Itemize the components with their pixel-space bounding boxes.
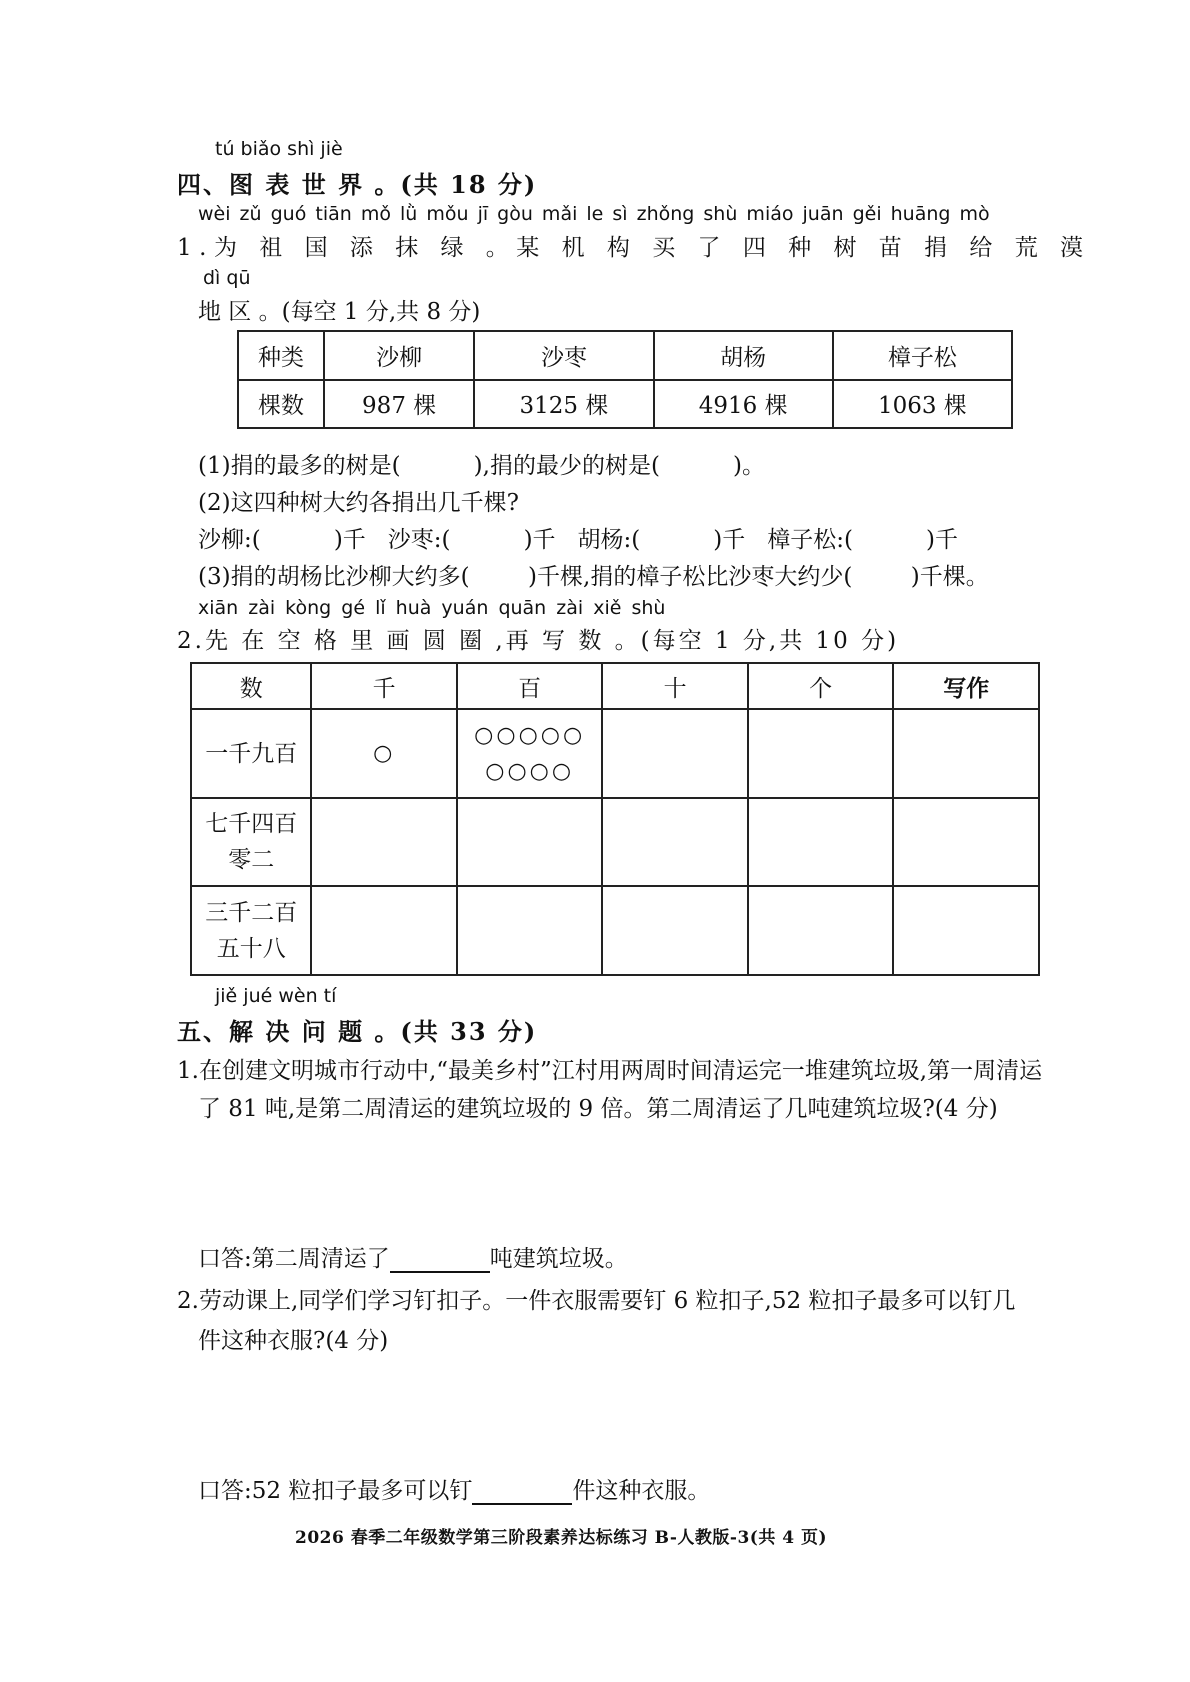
q2-pinyin: xiān zài kòng gé lǐ huà yuán quān zài xiě shù	[198, 597, 666, 619]
table-header: 个	[748, 663, 894, 709]
hundreds-cell[interactable]	[457, 709, 603, 798]
circles-line: ○○○○	[485, 758, 575, 784]
row-label-text: 一千九百	[205, 740, 298, 767]
section5-pinyin: jiě jué wèn tí	[215, 985, 337, 1007]
written-number-cell[interactable]	[893, 886, 1039, 975]
q1-line-2: 地 区 。(每空 1 分,共 8 分)	[198, 299, 481, 325]
tens-cell[interactable]	[602, 798, 748, 887]
section4-title: 四、图 表 世 界 。(共 18 分)	[177, 170, 538, 199]
ones-cell[interactable]	[748, 709, 894, 798]
table-cell: 棵数	[238, 380, 324, 429]
answer-blank[interactable]	[390, 1249, 490, 1273]
table-header: 数	[191, 663, 311, 709]
table-cell: 3125 棵	[474, 380, 653, 429]
row-label-text: 零二	[228, 847, 275, 874]
problem2-line-2: 件这种衣服?(4 分)	[198, 1328, 389, 1354]
row-label-text: 五十八	[216, 935, 286, 962]
ones-cell[interactable]	[748, 798, 894, 887]
table-header: 千	[311, 663, 457, 709]
section5-title: 五、解 决 问 题 。(共 33 分)	[177, 1017, 538, 1046]
q1-pinyin-1: wèi zǔ guó tiān mǒ lǜ mǒu jī gòu mǎi le sì zhǒng shù miáo juān gěi huāng mò	[198, 203, 990, 225]
table-cell: 1063 棵	[833, 380, 1012, 429]
table-cell: 种类	[238, 331, 324, 380]
table-cell: 沙柳	[324, 331, 474, 380]
row-label-text: 七千四百	[205, 811, 298, 838]
problem1-line-1: 1.在创建文明城市行动中,“最美乡村”江村用两周时间清运完一堆建筑垃圾,第一周清运	[177, 1058, 1043, 1084]
tens-cell[interactable]	[602, 709, 748, 798]
written-number-cell[interactable]	[893, 709, 1039, 798]
table-cell: 樟子松	[833, 331, 1012, 380]
thousands-cell[interactable]	[311, 798, 457, 887]
answer-prefix: 口答:第二周清运了	[198, 1246, 390, 1272]
q1-line-1: 1.为 祖 国 添 抹 绿 。某 机 构 买 了 四 种 树 苗 捐 给 荒 漠	[177, 235, 1091, 261]
section4-pinyin: tú biǎo shì jiè	[215, 138, 343, 160]
row-label	[191, 709, 311, 798]
problem2-line-1: 2.劳动课上,同学们学习钉扣子。一件衣服需要钉 6 粒扣子,52 粒扣子最多可以钉几	[177, 1288, 1016, 1314]
hundreds-cell[interactable]	[457, 798, 603, 887]
table-cell: 987 棵	[324, 380, 474, 429]
circles-line: ○○○○○	[474, 722, 586, 748]
thousands-cell[interactable]: ○	[311, 709, 457, 798]
tree-count-table	[237, 330, 1013, 429]
q1-pinyin-2: dì qū	[203, 267, 251, 289]
answer-prefix: 口答:52 粒扣子最多可以钉	[198, 1478, 473, 1504]
q1-sub-1: (1)捐的最多的树是( ),捐的最少的树是( )。	[198, 453, 766, 479]
answer-suffix: 吨建筑垃圾。	[489, 1246, 628, 1272]
q1-sub-2: (2)这四种树大约各捐出几千棵?	[198, 490, 519, 516]
problem1-line-2: 了 81 吨,是第二周清运的建筑垃圾的 9 倍。第二周清运了几吨建筑垃圾?(4 分)	[198, 1096, 998, 1122]
q1-sub-2-blanks: 沙柳:( )千 沙枣:( )千 胡杨:( )千 樟子松:( )千	[198, 527, 959, 553]
place-value-table	[190, 662, 1040, 976]
q1-sub-3: (3)捐的胡杨比沙柳大约多( )千棵,捐的樟子松比沙枣大约少( )千棵。	[198, 564, 989, 590]
answer-blank[interactable]	[472, 1481, 572, 1505]
table-header: 十	[602, 663, 748, 709]
problem1-answer	[198, 1240, 628, 1273]
table-cell: 4916 棵	[654, 380, 833, 429]
q2-line: 2.先 在 空 格 里 画 圆 圈 ,再 写 数 。(每空 1 分,共 10 分)	[177, 628, 900, 654]
problem2-answer	[198, 1472, 710, 1505]
ones-cell[interactable]	[748, 886, 894, 975]
row-label	[191, 798, 311, 887]
thousands-cell[interactable]	[311, 886, 457, 975]
table-cell: 胡杨	[654, 331, 833, 380]
row-label-text: 三千二百	[205, 899, 298, 926]
table-header: 百	[457, 663, 603, 709]
table-header: 写作	[893, 663, 1039, 709]
table-cell: 沙枣	[474, 331, 653, 380]
tens-cell[interactable]	[602, 886, 748, 975]
answer-suffix: 件这种衣服。	[572, 1478, 711, 1504]
page-footer: 2026 春季二年级数学第三阶段素养达标练习 B-人教版-3(共 4 页)	[295, 1528, 828, 1548]
row-label	[191, 886, 311, 975]
hundreds-cell[interactable]	[457, 886, 603, 975]
written-number-cell[interactable]	[893, 798, 1039, 887]
